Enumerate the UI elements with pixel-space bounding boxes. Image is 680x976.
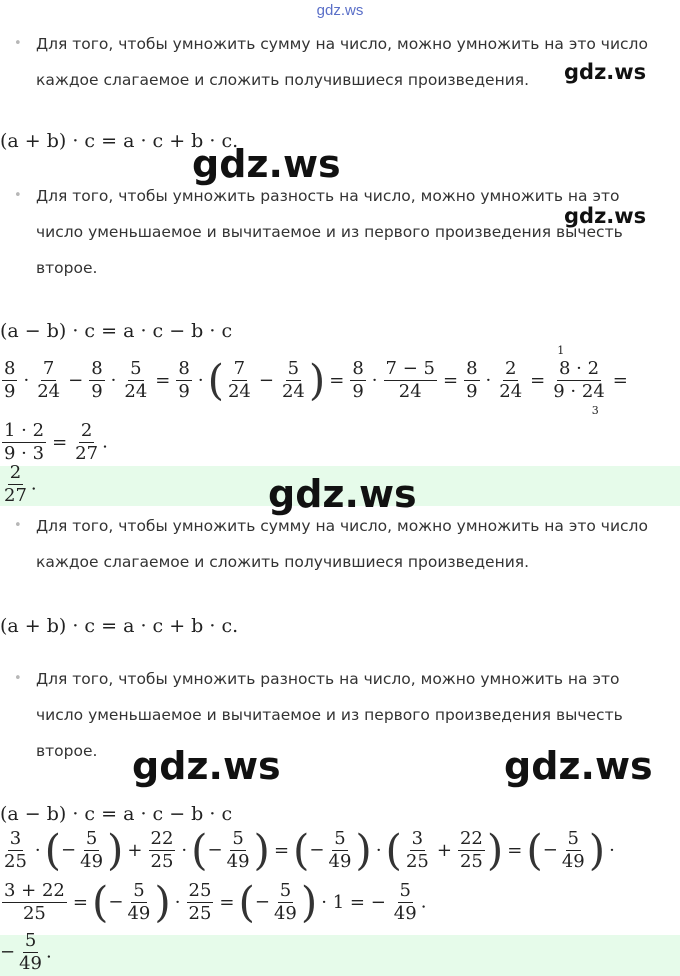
fraction: $\frac{8}{9}$ [4,358,16,402]
watermark: gdz.ws [192,142,341,186]
fraction: $\frac{5}{49}$ [226,828,250,872]
watermark: gdz.ws [564,60,647,84]
fraction: $\frac{5}{49}$ [19,930,42,974]
fraction: $\frac{7}{24}$ [37,358,61,402]
fraction: $\frac{5}{49}$ [561,828,585,872]
fraction: $\frac{5}{49}$ [127,880,151,924]
rule-line: • Для того, чтобы умножить сумму на число, можно умножить на это число [36,35,648,53]
fraction: $\frac{3 + 22}{25}$ [4,880,65,924]
rule-sum-text-2 [0,508,680,580]
answer-highlight-2 [0,935,680,976]
rule-line: второе. [36,742,98,760]
fraction: $\frac{5}{24}$ [124,358,148,402]
rule-line: число уменьшаемое и вычитаемое и из первого произведения вычесть [36,706,623,724]
cancel-bottom: 3 [591,404,599,417]
fraction: $\frac{22}{25}$ [459,828,483,872]
calc-line-4: $\frac{3 + 22}{25}$ =(− $\frac{5}{49}$ ) · $\frac{25}{25}$ =(− $\frac{5}{49}$ ) · 1 = − $\frac{5}{49}$ . [4,877,427,927]
formula-diff: (a − b) · c = a · c − b · c [0,320,233,342]
watermark: gdz.ws [268,472,417,516]
answer-2: − $\frac{5}{49}$ . [0,930,52,974]
rule-line: каждое слагаемое и сложить получившиеся произведения. [36,71,530,89]
fraction: $\frac{2}{24}$ [499,358,523,402]
fraction: $\frac{5}{49}$ [80,828,104,872]
calc-line-3: $\frac{3}{25}$ ·(− $\frac{5}{49}$ ) + $\frac{22}{25}$ ·(− $\frac{5}{49}$ ) =(− $\frac{5}{49}$ ) ·( $\frac{3}{25}$ + $\frac{22}{25}$ ) =(− $\frac{5}{49}$ ) · [4,825,615,875]
calc-line-2: $\frac{1 \cdot 2}{9 \cdot 3}$ = $\frac{2}{27}$ . [4,420,108,464]
fraction: $\frac{8}{9}$ [352,358,364,402]
formula-sum-2: (a + b) · c = a · c + b · c. [0,615,239,637]
fraction: $\frac{25}{25}$ [188,880,212,924]
fraction: $\frac{8}{9}$ [466,358,478,402]
fraction: $\frac{1 \cdot 2}{9 \cdot 3}$ [4,420,45,464]
fraction: $\frac{3}{25}$ [4,828,27,872]
fraction: $\frac{8}{9}$ [91,358,103,402]
top-watermark: gdz.ws [316,2,364,19]
rule-line: каждое слагаемое и сложить получившиеся произведения. [36,553,530,571]
fraction: $\frac{2}{27}$ [4,462,27,506]
fraction: $\frac{5}{49}$ [328,828,352,872]
cancel-top: 1 [557,344,565,357]
fraction: 1 8 · 2 9 · 24 3 [553,344,605,417]
formula-sum: (a + b) · c = a · c + b · c. [0,130,239,152]
watermark: gdz.ws [132,744,281,788]
rule-line: • Для того, чтобы умножить сумму на число, можно умножить на это число [36,517,648,535]
rule-diff-text [0,178,680,286]
fraction: $\frac{5}{49}$ [393,880,417,924]
rule-line: • Для того, чтобы умножить разность на число, можно умножить на это [36,187,620,205]
fraction: $\frac{2}{27}$ [75,420,99,464]
fraction: $\frac{7}{24}$ [227,358,251,402]
watermark: gdz.ws [504,744,653,788]
fraction: $\frac{5}{24}$ [281,358,305,402]
calc-line-1: $\frac{8}{9}$ · $\frac{7}{24}$ − $\frac{8}{9}$ · $\frac{5}{24}$ = $\frac{8}{9}$ ·( $\frac{7}{24}$ − $\frac{5}{24}$ ) = $\frac{8}{9}$ · $\frac{7 - 5}{24}$ = $\frac{8}{9}$ · $\frac{2}{24}$ = 1 8 · 2 9 · 24 3 = [4,344,628,417]
answer-1: $\frac{2}{27}$ . [4,462,37,506]
formula-diff-2: (a − b) · c = a · c − b · c [0,803,233,825]
fraction: $\frac{8}{9}$ [178,358,190,402]
rule-line: число уменьшаемое и вычитаемое и из первого произведения вычесть [36,223,623,241]
rule-line: • Для того, чтобы умножить разность на число, можно умножить на это [36,670,620,688]
fraction: $\frac{7 - 5}{24}$ [385,358,435,402]
watermark: gdz.ws [564,204,647,228]
fraction: $\frac{5}{49}$ [273,880,297,924]
rule-line: второе. [36,259,98,277]
fraction: $\frac{3}{25}$ [405,828,429,872]
fraction: $\frac{22}{25}$ [150,828,174,872]
